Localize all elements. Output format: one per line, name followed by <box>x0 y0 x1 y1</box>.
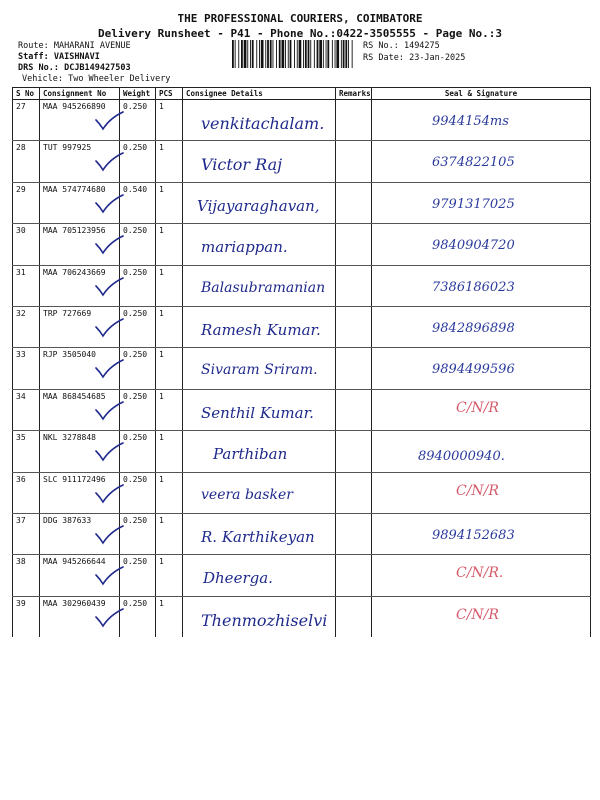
table-row <box>13 348 591 389</box>
row-seal-signature <box>372 431 591 472</box>
row-pcs-text: 1 <box>159 226 164 236</box>
row-sno-text: 32 <box>16 308 26 318</box>
row-sno-text: 35 <box>16 433 26 443</box>
row-consignee-details <box>183 141 336 182</box>
signature-phone-handwritten: 9894152683 <box>432 527 515 543</box>
row-sno <box>13 100 40 141</box>
rs-no-line <box>363 41 440 51</box>
table-row <box>13 596 591 637</box>
drs-line <box>18 63 131 73</box>
staff-label: Staff: <box>18 52 49 62</box>
row-pcs-text: 1 <box>159 391 164 401</box>
cnr-remark-handwritten: C/N/R <box>456 399 499 416</box>
barcode-image <box>232 40 356 68</box>
row-consignment-no-text: MAA 945266644 <box>43 557 106 567</box>
row-weight <box>120 596 156 637</box>
row-consignment-no <box>40 389 120 430</box>
row-seal-signature <box>372 472 591 513</box>
row-weight <box>120 224 156 265</box>
row-seal-signature <box>372 555 591 596</box>
rs-date-value: 23-Jan-2025 <box>409 53 466 63</box>
staff-value: VAISHNAVI <box>53 52 100 62</box>
row-sno-text: 39 <box>16 598 26 608</box>
row-remarks <box>336 555 372 596</box>
cnr-remark-handwritten: C/N/R. <box>456 565 504 582</box>
row-pcs-text: 1 <box>159 143 164 153</box>
row-consignment-no-text: MAA 706243669 <box>43 267 106 277</box>
consignee-name-handwritten: Balasubramanian <box>201 279 326 296</box>
consignee-name-handwritten: veera basker <box>201 486 293 503</box>
row-pcs <box>156 265 183 306</box>
row-weight <box>120 182 156 223</box>
table-row <box>13 431 591 472</box>
rs-date-label: RS Date: <box>363 53 404 63</box>
row-consignment-no-text: MAA 705123956 <box>43 226 106 236</box>
consignee-name-handwritten: Victor Raj <box>201 155 283 175</box>
signature-phone-handwritten: 9944154ms <box>432 114 509 129</box>
consignee-name-handwritten: Senthil Kumar. <box>201 403 314 422</box>
row-consignee-details <box>183 513 336 554</box>
row-weight <box>120 513 156 554</box>
consignee-name-handwritten: venkitachalam. <box>201 114 325 133</box>
row-weight <box>120 555 156 596</box>
row-sno <box>13 431 40 472</box>
row-weight-text: 0.250 <box>123 433 148 443</box>
table-row <box>13 513 591 554</box>
table-row <box>13 389 591 430</box>
row-weight <box>120 389 156 430</box>
row-sno-text: 27 <box>16 102 26 111</box>
table-row <box>13 182 591 223</box>
signature-phone-handwritten: 9894499596 <box>432 362 515 378</box>
row-sno <box>13 596 40 637</box>
row-seal-signature <box>372 224 591 265</box>
rs-no-value: 1494275 <box>403 41 440 51</box>
row-seal-signature <box>372 182 591 223</box>
drs-value: DCJB149427503 <box>64 63 131 73</box>
row-seal-signature <box>372 306 591 347</box>
row-consignment-no <box>40 555 120 596</box>
row-remarks <box>336 596 372 637</box>
table-row <box>13 100 591 141</box>
row-pcs-text: 1 <box>159 557 164 567</box>
row-sno <box>13 306 40 347</box>
row-consignee-details <box>183 555 336 596</box>
consignee-name-handwritten: Thenmozhiselvi <box>201 610 328 630</box>
table-row <box>13 265 591 306</box>
consignee-name-handwritten: R. Karthikeyan <box>201 527 315 546</box>
row-seal-signature <box>372 596 591 637</box>
row-consignment-no <box>40 306 120 347</box>
row-pcs-text: 1 <box>159 598 164 608</box>
row-consignee-details <box>183 100 336 141</box>
row-consignment-no-text: MAA 574774680 <box>43 184 106 194</box>
vehicle-value: Two Wheeler Delivery <box>68 74 171 84</box>
row-sno-text: 38 <box>16 557 26 567</box>
column-header-consignee-details: Consignee Details <box>183 88 336 100</box>
row-pcs <box>156 513 183 554</box>
table-header-row <box>13 88 591 100</box>
row-weight-text: 0.250 <box>123 557 148 567</box>
row-remarks <box>336 431 372 472</box>
row-pcs-text: 1 <box>159 308 164 318</box>
column-header-consignment-no: Consignment No <box>40 88 120 100</box>
row-consignment-no-text: MAA 302960439 <box>43 598 106 608</box>
row-consignee-details <box>183 472 336 513</box>
row-pcs <box>156 224 183 265</box>
row-pcs <box>156 596 183 637</box>
row-consignment-no <box>40 596 120 637</box>
row-consignment-no <box>40 265 120 306</box>
rs-no-label: RS No.: <box>363 41 399 51</box>
row-sno <box>13 224 40 265</box>
row-remarks <box>336 265 372 306</box>
route-label: Route: <box>18 41 49 51</box>
consignee-name-handwritten: mariappan. <box>201 238 288 257</box>
row-remarks <box>336 224 372 265</box>
row-sno <box>13 141 40 182</box>
row-consignee-details <box>183 431 336 472</box>
row-remarks <box>336 141 372 182</box>
row-pcs <box>156 141 183 182</box>
row-pcs <box>156 306 183 347</box>
signature-phone-handwritten: 9791317025 <box>432 196 515 212</box>
column-header-pcs: PCS <box>156 88 183 100</box>
row-weight-text: 0.250 <box>123 598 148 608</box>
row-weight <box>120 431 156 472</box>
drs-label: DRS No.: <box>18 63 59 73</box>
row-consignment-no <box>40 513 120 554</box>
row-consignment-no-text: TRP 727669 <box>43 308 92 318</box>
signature-phone-handwritten: 9840904720 <box>432 238 515 254</box>
row-consignment-no <box>40 182 120 223</box>
row-weight <box>120 141 156 182</box>
staff-line <box>18 52 100 62</box>
row-pcs-text: 1 <box>159 474 164 484</box>
row-sno <box>13 555 40 596</box>
column-header-s-no: S No <box>13 88 40 100</box>
runsheet-table <box>12 87 591 637</box>
row-consignment-no-text: RJP 3505040 <box>43 350 96 360</box>
cnr-remark-handwritten: C/N/R <box>456 482 499 499</box>
row-consignment-no-text: MAA 945266890 <box>43 102 106 111</box>
row-seal-signature <box>372 100 591 141</box>
row-seal-signature <box>372 513 591 554</box>
row-consignment-no-text: MAA 868454685 <box>43 391 106 401</box>
signature-phone-handwritten: 9842896898 <box>432 320 515 336</box>
route-line <box>18 41 131 51</box>
vehicle-line <box>22 74 170 84</box>
row-consignment-no <box>40 224 120 265</box>
row-consignment-no-text: NKL 3278848 <box>43 433 96 443</box>
row-consignment-no <box>40 141 120 182</box>
row-weight-text: 0.250 <box>123 143 148 153</box>
row-consignment-no-text: DDG 387633 <box>43 515 92 525</box>
table-row <box>13 555 591 596</box>
row-weight-text: 0.540 <box>123 184 148 194</box>
row-seal-signature <box>372 265 591 306</box>
row-sno-text: 34 <box>16 391 26 401</box>
row-consignment-no-text: TUT 997925 <box>43 143 92 153</box>
column-header-seal-signature: Seal & Signature <box>372 88 591 100</box>
cnr-remark-handwritten: C/N/R <box>456 606 499 623</box>
row-consignee-details <box>183 348 336 389</box>
row-sno-text: 31 <box>16 267 26 277</box>
row-consignee-details <box>183 265 336 306</box>
row-pcs <box>156 555 183 596</box>
column-header-weight: Weight <box>120 88 156 100</box>
row-remarks <box>336 348 372 389</box>
row-sno <box>13 348 40 389</box>
row-weight-text: 0.250 <box>123 102 148 111</box>
row-pcs <box>156 472 183 513</box>
row-sno-text: 37 <box>16 515 26 525</box>
row-pcs-text: 1 <box>159 184 164 194</box>
row-sno-text: 36 <box>16 474 26 484</box>
signature-phone-handwritten: 7386186023 <box>432 279 515 295</box>
row-remarks <box>336 306 372 347</box>
row-pcs-text: 1 <box>159 433 164 443</box>
signature-phone-handwritten: 6374822105 <box>432 155 515 171</box>
row-remarks <box>336 472 372 513</box>
table-row <box>13 306 591 347</box>
rs-date-line <box>363 53 465 63</box>
row-sno <box>13 472 40 513</box>
consignee-name-handwritten: Vijayaraghavan, <box>197 196 320 215</box>
row-sno <box>13 513 40 554</box>
row-remarks <box>336 389 372 430</box>
column-header-remarks: Remarks <box>336 88 372 100</box>
row-sno-text: 28 <box>16 143 26 153</box>
row-pcs-text: 1 <box>159 515 164 525</box>
row-weight-text: 0.250 <box>123 391 148 401</box>
row-seal-signature <box>372 348 591 389</box>
row-remarks <box>336 182 372 223</box>
signature-phone-handwritten: 8940000940. <box>418 449 505 465</box>
route-value: MAHARANI AVENUE <box>53 41 131 51</box>
table-row <box>13 224 591 265</box>
row-consignment-no <box>40 472 120 513</box>
row-consignment-no-text: SLC 911172496 <box>43 474 106 484</box>
row-consignee-details <box>183 389 336 430</box>
row-weight-text: 0.250 <box>123 308 148 318</box>
row-seal-signature <box>372 141 591 182</box>
row-sno-text: 33 <box>16 350 26 360</box>
row-pcs-text: 1 <box>159 267 164 277</box>
row-seal-signature <box>372 389 591 430</box>
row-remarks <box>336 100 372 141</box>
row-sno <box>13 265 40 306</box>
row-weight <box>120 306 156 347</box>
row-pcs <box>156 348 183 389</box>
row-consignment-no <box>40 100 120 141</box>
row-weight <box>120 348 156 389</box>
row-weight-text: 0.250 <box>123 350 148 360</box>
row-weight-text: 0.250 <box>123 226 148 236</box>
runsheet-title: THE PROFESSIONAL COURIERS, COIMBATORE <box>177 12 423 25</box>
consignee-name-handwritten: Sivaram Sriram. <box>201 362 318 379</box>
row-consignee-details <box>183 224 336 265</box>
vehicle-label: Vehicle: <box>22 74 63 84</box>
row-weight-text: 0.250 <box>123 515 148 525</box>
row-sno-text: 30 <box>16 226 26 236</box>
row-pcs <box>156 182 183 223</box>
consignee-name-handwritten: Dheerga. <box>203 569 273 588</box>
row-pcs-text: 1 <box>159 102 164 111</box>
consignee-name-handwritten: Parthiban <box>213 445 288 464</box>
row-weight <box>120 100 156 141</box>
row-pcs <box>156 100 183 141</box>
row-pcs <box>156 389 183 430</box>
row-consignment-no <box>40 348 120 389</box>
row-remarks <box>336 513 372 554</box>
row-sno <box>13 182 40 223</box>
row-consignee-details <box>183 306 336 347</box>
row-weight <box>120 265 156 306</box>
runsheet-subtitle: Delivery Runsheet - P41 - Phone No.:0422-3505555 - Page No.:3 <box>98 27 502 40</box>
row-consignee-details <box>183 596 336 637</box>
row-weight <box>120 472 156 513</box>
row-weight-text: 0.250 <box>123 474 148 484</box>
table-row <box>13 472 591 513</box>
row-consignment-no <box>40 431 120 472</box>
table-row <box>13 141 591 182</box>
row-sno <box>13 389 40 430</box>
row-consignee-details <box>183 182 336 223</box>
row-sno-text: 29 <box>16 184 26 194</box>
consignee-name-handwritten: Ramesh Kumar. <box>201 320 321 339</box>
row-pcs-text: 1 <box>159 350 164 360</box>
row-pcs <box>156 431 183 472</box>
row-weight-text: 0.250 <box>123 267 148 277</box>
